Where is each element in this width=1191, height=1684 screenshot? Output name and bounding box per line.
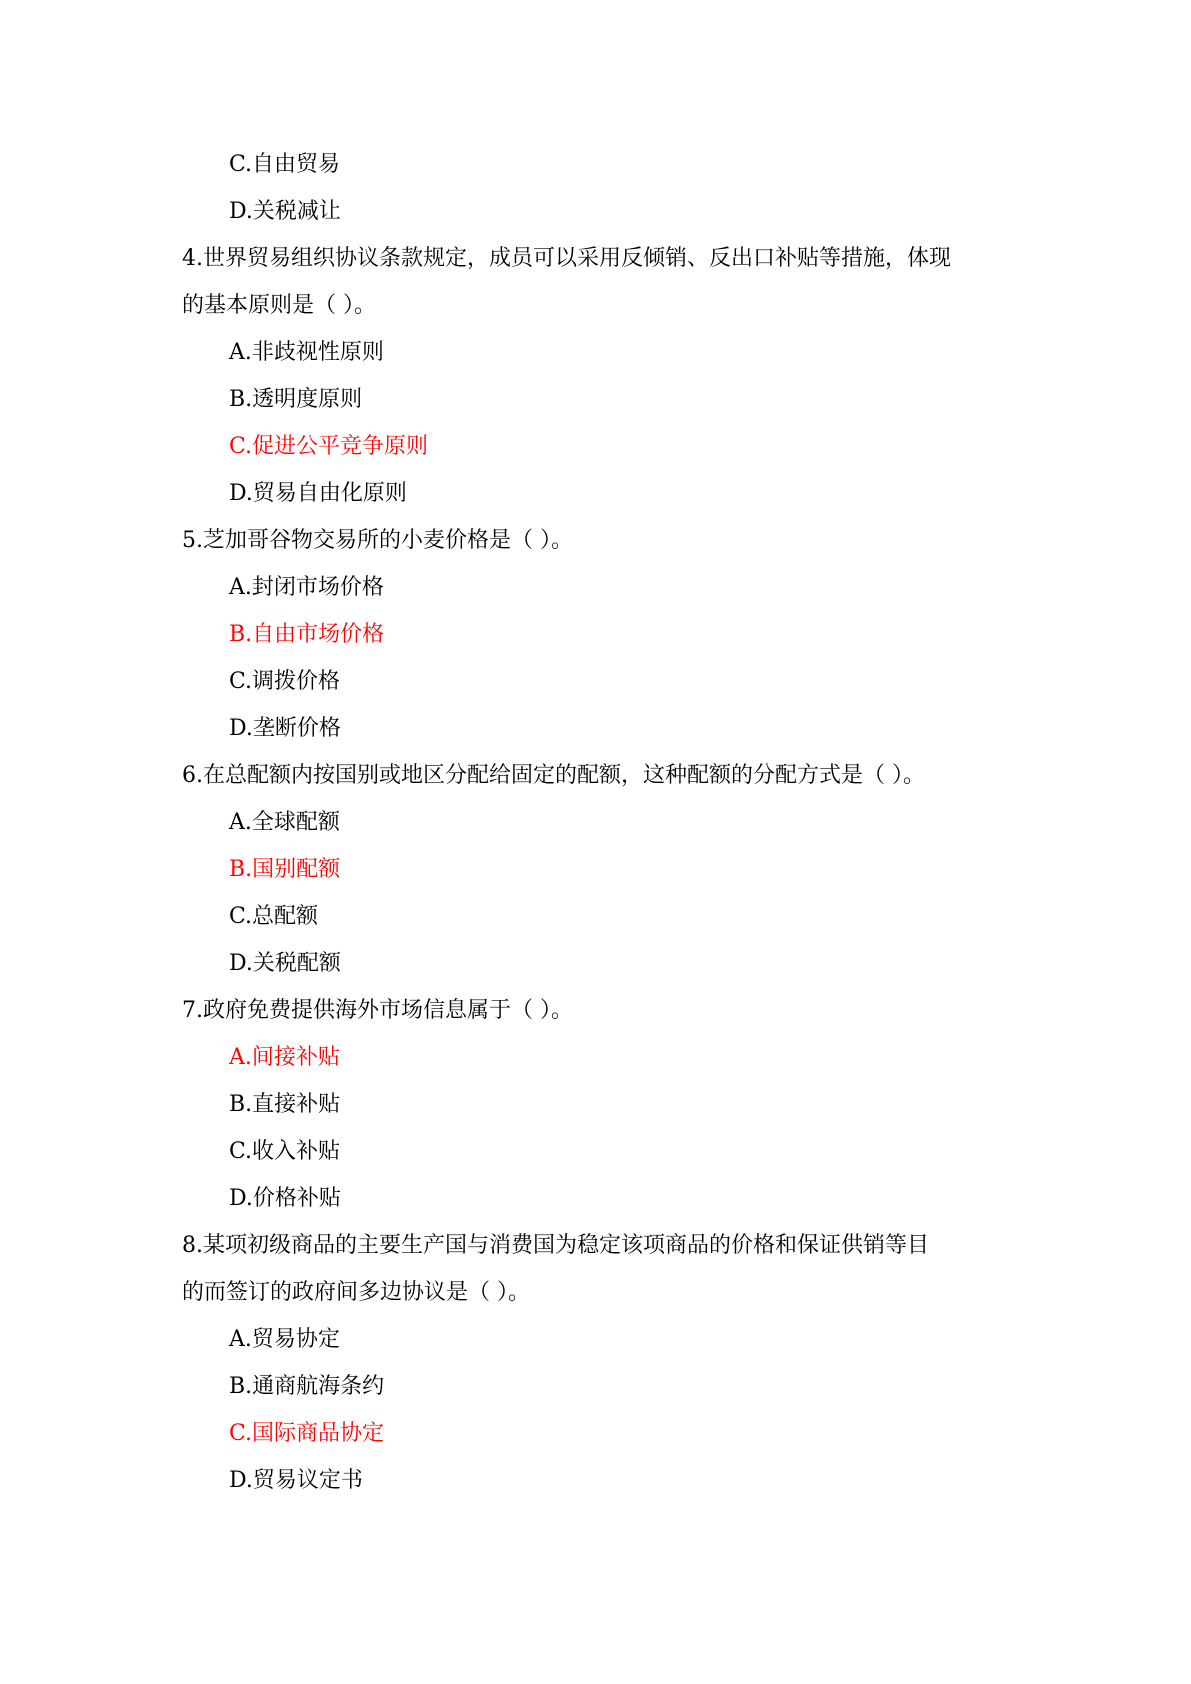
option-3c: C.自由贸易 [229,152,341,177]
option-6a: A.全球配额 [229,810,340,835]
question-7: 7.政府免费提供海外市场信息属于（ ）。 [182,998,573,1023]
option-8c-correct: C.国际商品协定 [229,1421,385,1446]
question-5: 5.芝加哥谷物交易所的小麦价格是（ ）。 [182,528,573,553]
option-5d: D.垄断价格 [229,716,341,741]
option-6b-correct: B.国别配额 [229,857,341,882]
option-4c-correct: C.促进公平竞争原则 [229,434,429,459]
option-5c: C.调拨价格 [229,669,341,694]
option-4b: B.透明度原则 [229,387,363,412]
option-7b: B.直接补贴 [229,1092,341,1117]
option-6c: C.总配额 [229,904,319,929]
option-8b: B.通商航海条约 [229,1374,385,1399]
option-8a: A.贸易协定 [229,1327,340,1352]
option-7d: D.价格补贴 [229,1186,341,1211]
option-8d: D.贸易议定书 [229,1468,363,1493]
option-7a-correct: A.间接补贴 [229,1045,340,1070]
option-4d: D.贸易自由化原则 [229,481,407,506]
option-6d: D.关税配额 [229,951,341,976]
option-7c: C.收入补贴 [229,1139,341,1164]
question-8-line-1: 8.某项初级商品的主要生产国与消费国为稳定该项商品的价格和保证供销等目 [182,1233,929,1258]
option-5b-correct: B.自由市场价格 [229,622,385,647]
option-4a: A.非歧视性原则 [229,340,384,365]
option-5a: A.封闭市场价格 [229,575,384,600]
question-4-line-1: 4.世界贸易组织协议条款规定，成员可以采用反倾销、反出口补贴等措施，体现 [182,246,951,271]
question-6: 6.在总配额内按国别或地区分配给固定的配额，这种配额的分配方式是（ ）。 [182,763,925,788]
question-4-line-2: 的基本原则是（ ）。 [182,293,376,318]
question-8-line-2: 的而签订的政府间多边协议是（ ）。 [182,1280,530,1305]
option-3d: D.关税减让 [229,199,341,224]
